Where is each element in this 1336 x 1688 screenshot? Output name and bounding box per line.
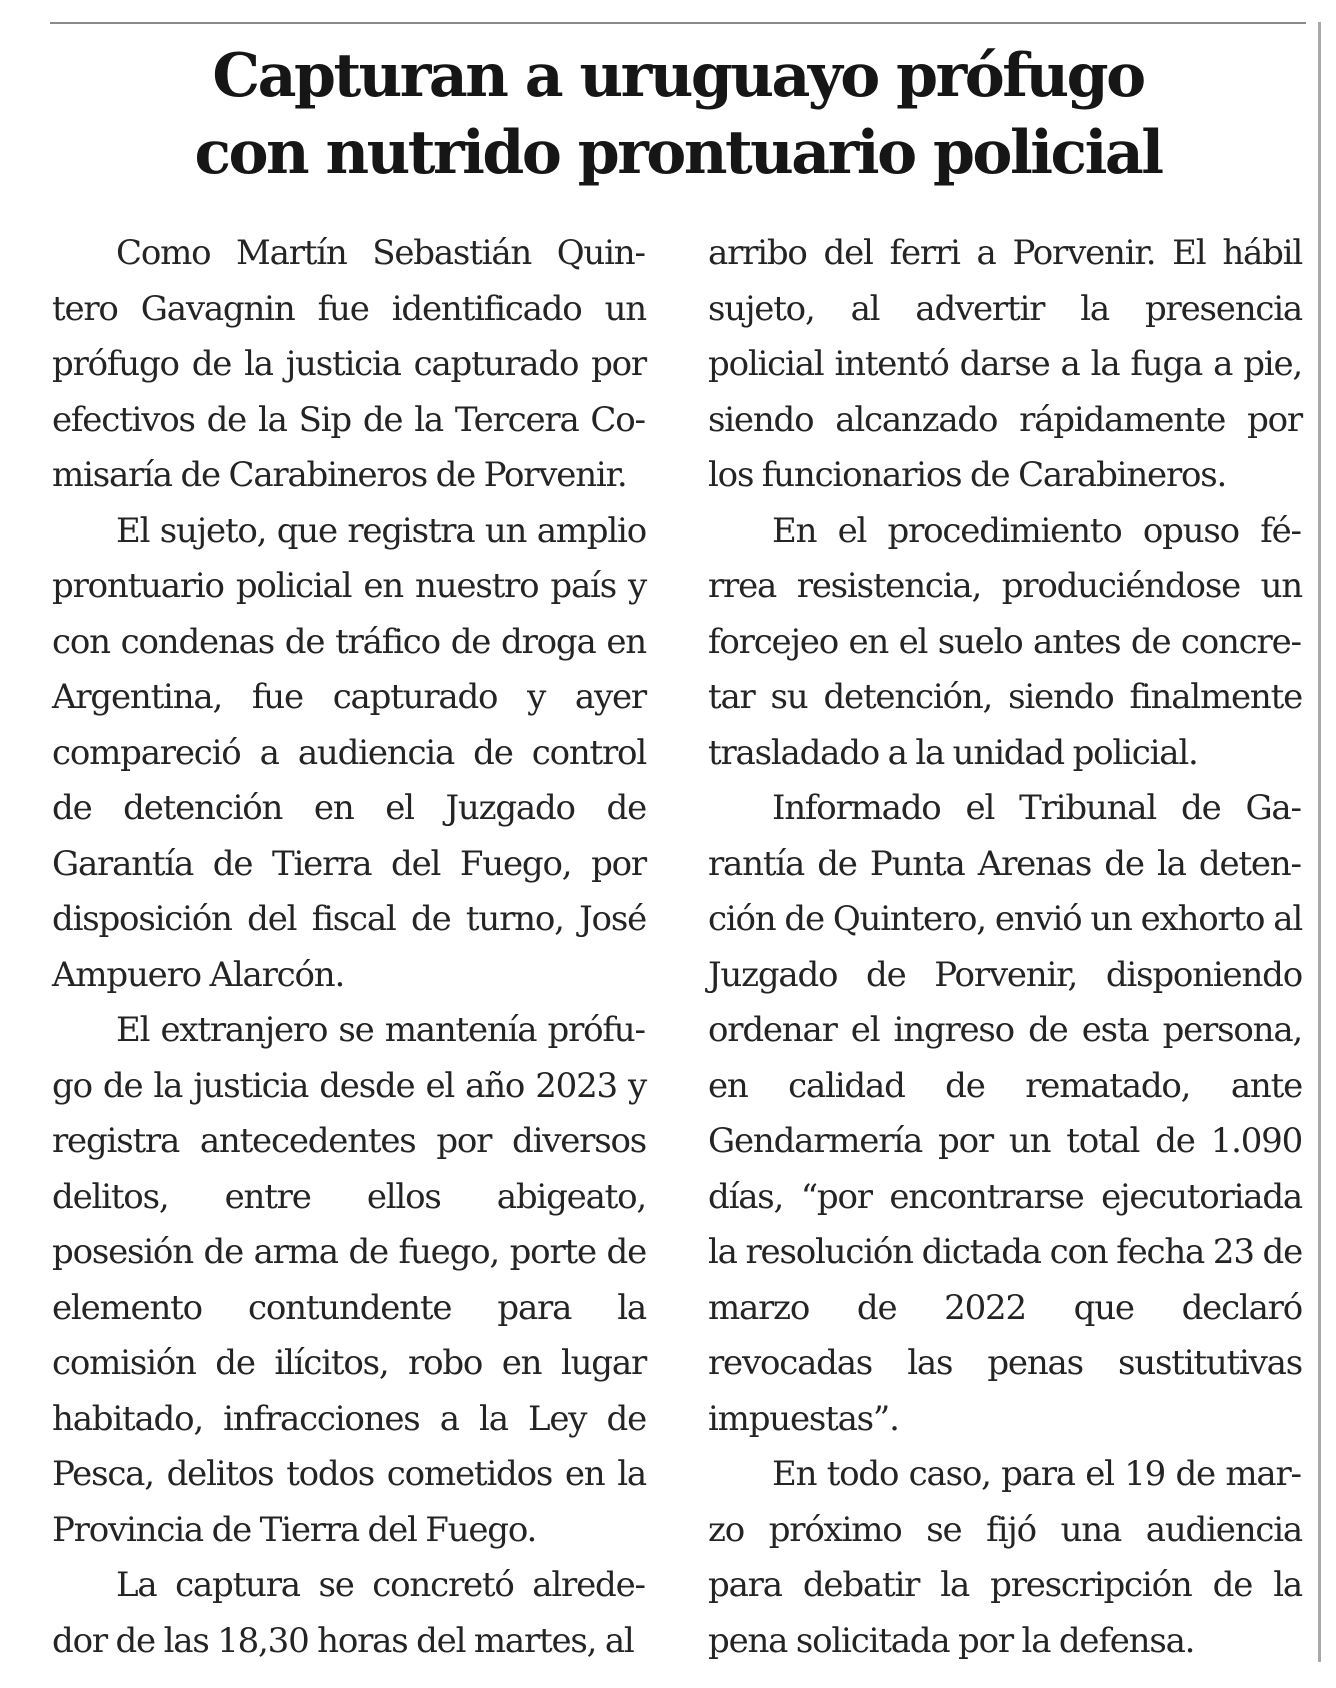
headline	[60, 38, 1296, 192]
paragraph: En todo caso, para el 19 de marzo próximo se fijó una audiencia para debatir la prescripción de la pena solicitada por la defensa.	[708, 1454, 1302, 1661]
column-edge-rule	[1318, 22, 1321, 1662]
headline-line-1: Capturan a uruguayo prófugo	[212, 41, 1144, 111]
top-rule	[50, 22, 1306, 24]
left-column	[52, 226, 646, 1669]
right-column	[708, 226, 1302, 1669]
paragraph-continuation: arribo del ferri a Porvenir. El hábil sujeto, al advertir la presencia policial intentó darse a la fuga a pie, siendo alcanzado rápidamente por los funcionarios de Carabineros.	[708, 233, 1302, 495]
headline-line-2: con nutrido prontuario policial	[194, 118, 1162, 188]
paragraph: En el procedimiento opuso férrea resistencia, produciéndose un forcejeo en el suelo antes de concretar su detención, siendo finalmente trasladado a la unidad policial.	[708, 510, 1302, 773]
paragraph: Informado el Tribunal de Garantía de Punta Arenas de la detención de Quintero, envió un exhorto al Juzgado de Porvenir, disponiendo ordenar el ingreso de esta persona, en calidad de rematado, ante Gendarmería por un total de 1.090 días, “por encontrarse ejecutoriada la resolución dictada con fecha 23 de marzo de 2022 que declaró revocadas las penas sustitutivas impuestas”.	[708, 788, 1302, 1439]
paragraph: El extranjero se mantenía prófugo de la justicia desde el año 2023 y registra antecedentes por diversos delitos, entre ellos abigeato, posesión de arma de fuego, porte de elemento contundente para la comisión de ilícitos, robo en lugar habitado, infracciones a la Ley de Pesca, delitos todos cometidos en la Provincia de Tierra del Fuego.	[52, 1010, 646, 1550]
paragraph: Como Martín Sebastián Quintero Gavagnin fue identificado un prófugo de la justicia capturado por efectivos de la Sip de la Tercera Comisaría de Carabineros de Porvenir.	[52, 233, 646, 495]
paragraph: El sujeto, que registra un amplio prontuario policial en nuestro país y con condenas de tráfico de droga en Argentina, fue capturado y ayer compareció a audiencia de control de detención en el Juzgado de Garantía de Tierra del Fuego, por disposición del fiscal de turno, José Ampuero Alarcón.	[52, 510, 646, 995]
paragraph: La captura se concretó alrededor de las 18,30 horas del martes, al	[52, 1565, 646, 1661]
